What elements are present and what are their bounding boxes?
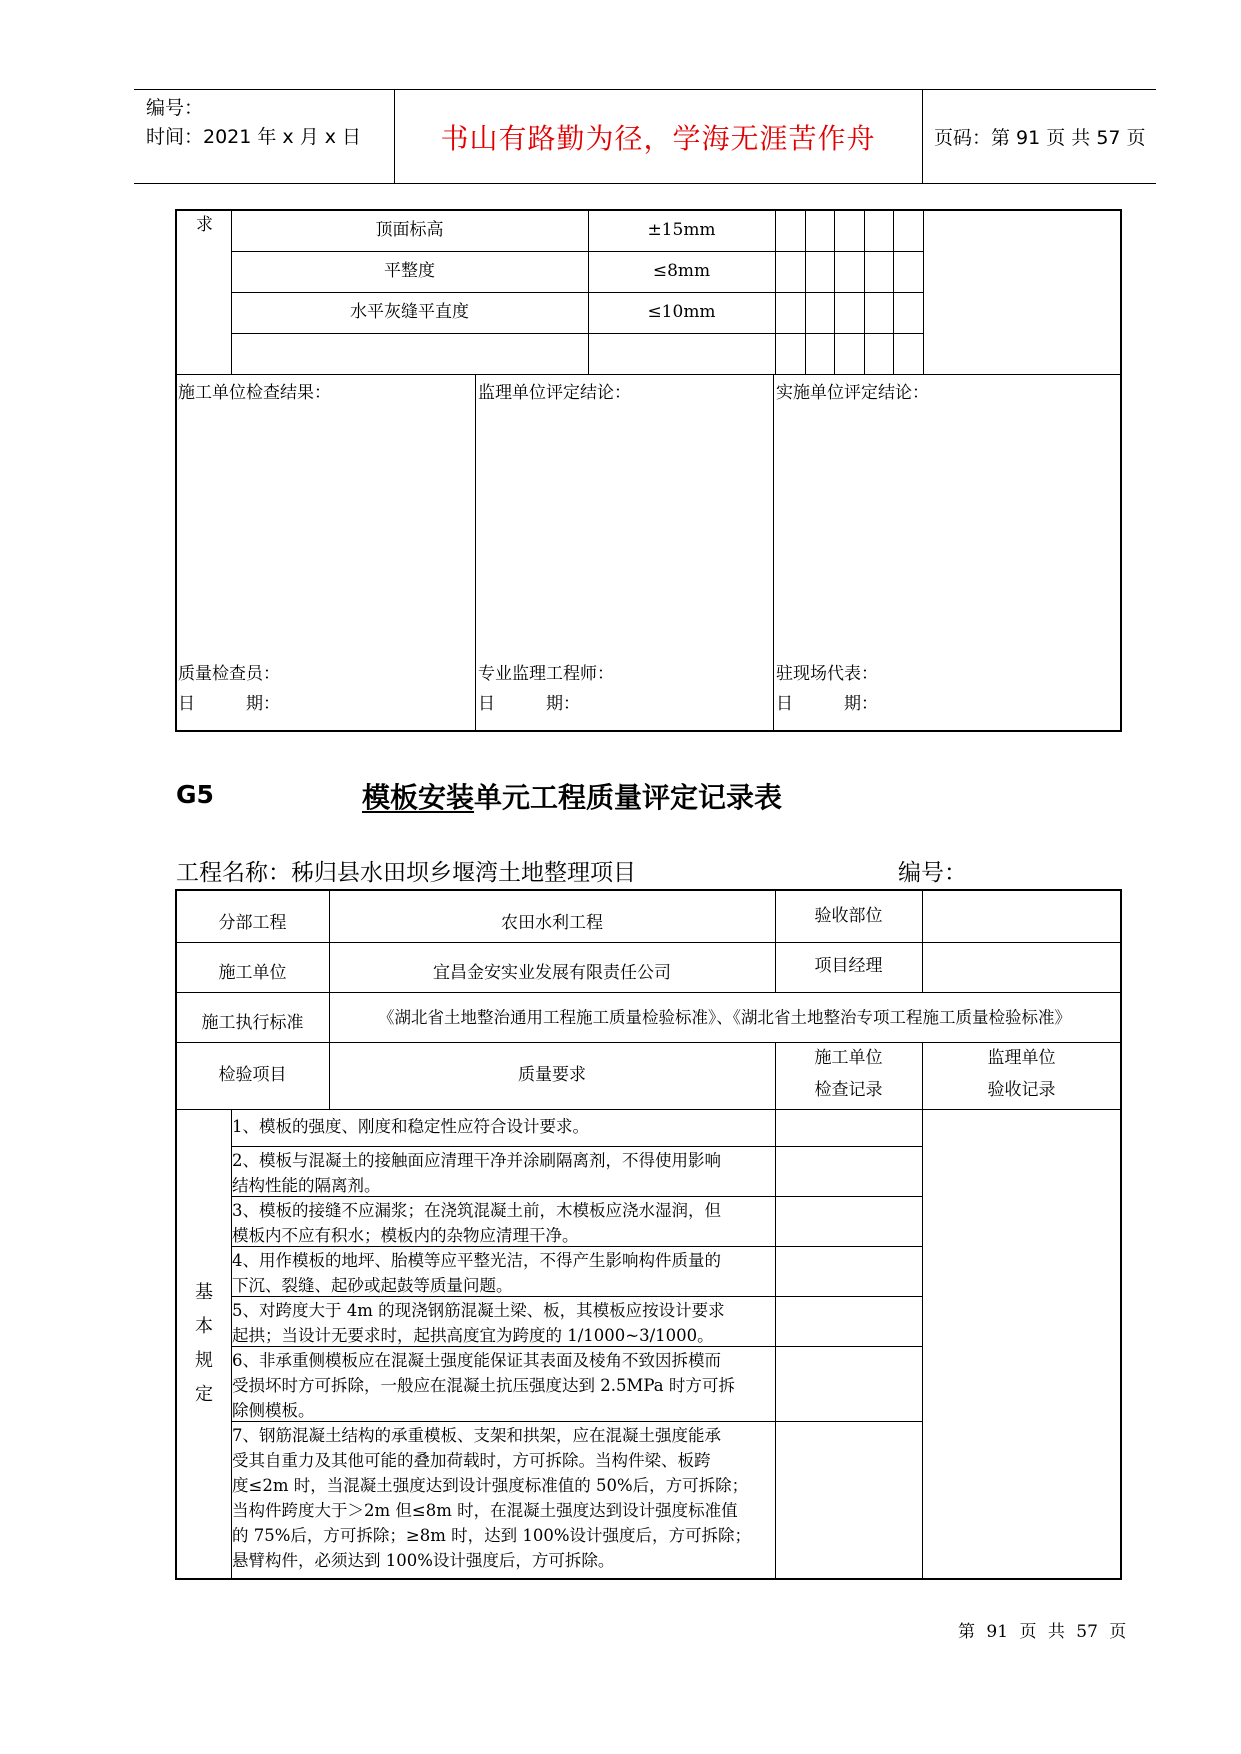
form-code: G5 [176,780,214,809]
implementer-conclusion-heading: 实施单位评定结论： [776,383,929,403]
site-representative-label: 驻现场代表： [776,664,878,684]
row-tolerance: ≤10mm [647,302,716,322]
form-title-rest: 单元工程质量评定记录表 [474,781,783,814]
project-name: 工程名称：秭归县水田坝乡堰湾土地整理项目 [176,860,636,886]
row-item: 水平灰缝平直度 [350,302,469,322]
supervising-engineer-label: 专业监理工程师： [478,664,614,684]
basic-rules-label: 基 本 规 定 [195,1282,213,1405]
grid-line [176,1109,1121,1110]
contractor-record-header: 检查记录 [814,1080,883,1100]
date-label: 日 期： [776,694,878,714]
contractor-result-heading: 施工单位检查结果： [178,383,331,403]
grid-line [231,292,923,293]
form-title-underlined: 模板安装 [362,781,475,814]
row-tolerance: ≤8mm [652,261,711,281]
row-item: 平整度 [384,261,435,281]
header-motto: 书山有路勤为径，学海无涯苦作舟 [440,121,876,155]
side-label: 求 [196,215,213,235]
requirement-item: 1、模板的强度、刚度和稳定性应符合设计要求。 [232,1117,589,1136]
standard-value: 《湖北省土地整治通用工程施工质量检验标准》、《湖北省土地整治专项工程施工质量检验标准》 [378,1008,1071,1027]
grid-line [231,1146,922,1147]
contractor-value: 宜昌金安实业发展有限责任公司 [433,963,671,983]
inspect-item-header: 检验项目 [218,1065,287,1085]
supervisor-record-header: 监理单位 [987,1048,1056,1068]
table-frame [175,209,1122,732]
form-title [362,776,782,816]
date-label: 日 期： [178,694,280,714]
grid-line [231,251,923,252]
grid-line [475,374,476,732]
contractor-record-header: 施工单位 [814,1048,883,1068]
grid-line [176,1042,1121,1043]
grid-line [773,374,774,732]
grid-line [176,992,1121,993]
division-value: 农田水利工程 [501,913,603,933]
form-number-label: 编号： [898,860,967,886]
grid-line [176,942,1121,943]
requirement-item: 6、非承重侧模板应在混凝土强度能保证其表面及棱角不致因拆模而 受损坏时方可拆除，一般应在混凝土抗压强度达到 2.5MPa 时方可拆 除侧模板。 [232,1351,735,1420]
time-label: 时间：2021 年 x 月 x 日 [146,126,362,148]
quality-inspector-label: 质量检查员： [178,664,280,684]
row-item: 顶面标高 [375,220,444,240]
grid-line [775,1109,776,1579]
serial-label: 编号： [146,97,204,119]
requirement-item: 4、用作模板的地坪、胎模等应平整光洁，不得产生影响构件质量的 下沉、裂缝、起砂或起鼓等质量问题。 [232,1251,721,1295]
page-header [134,89,1156,184]
grid-line [923,210,924,374]
grid-line [922,1109,923,1579]
project-manager-label: 项目经理 [814,956,883,976]
requirement-item: 3、模板的接缝不应漏浆；在浇筑混凝土前，木模板应浇水湿润，但 模板内不应有积水；模板内的杂物应清理干净。 [232,1201,721,1245]
grid-line [231,333,923,334]
supervisor-conclusion-heading: 监理单位评定结论： [478,383,631,403]
acceptance-part-label: 验收部位 [814,906,883,926]
quality-requirement-header: 质量要求 [518,1065,586,1085]
standard-label: 施工执行标准 [201,1013,304,1033]
division-label: 分部工程 [218,913,287,933]
requirement-item: 5、对跨度大于 4m 的现浇钢筋混凝土梁、板，其模板应按设计要求 起拱；当设计无要求时，起拱高度宜为跨度的 1/1000~3/1000。 [232,1301,725,1345]
grid-line [922,890,923,992]
page-footer: 第 91 页 共 57 页 [958,1622,1127,1642]
header-left [146,94,361,152]
requirement-item: 7、钢筋混凝土结构的承重模板、支架和拱架，应在混凝土强度能承 受其自重力及其他可能的叠加荷载时，方可拆除。当构件梁、板跨 度≤2m 时，当混凝土强度达到设计强度标准值的 50%后，方可拆除； 当构件跨度大于＞2m 但≤8m 时，在混凝土强度达到设计强度标准值 的 75%后，方可拆除；≥8m 时，达到 100%设计强度后，方可拆除； 悬臂构件，必须达到 100%设计强度后，方可拆除。 [232,1426,752,1570]
supervisor-record-header: 验收记录 [987,1080,1056,1100]
requirement-item: 2、模板与混凝土的接触面应清理干净并涂刷隔离剂，不得使用影响 结构性能的隔离剂。 [232,1151,721,1195]
grid-line [176,374,1121,375]
contractor-label: 施工单位 [218,963,287,983]
row-tolerance: ±15mm [647,220,716,240]
date-label: 日 期： [478,694,580,714]
header-page-info: 页码：第 91 页 共 57 页 [934,127,1146,149]
